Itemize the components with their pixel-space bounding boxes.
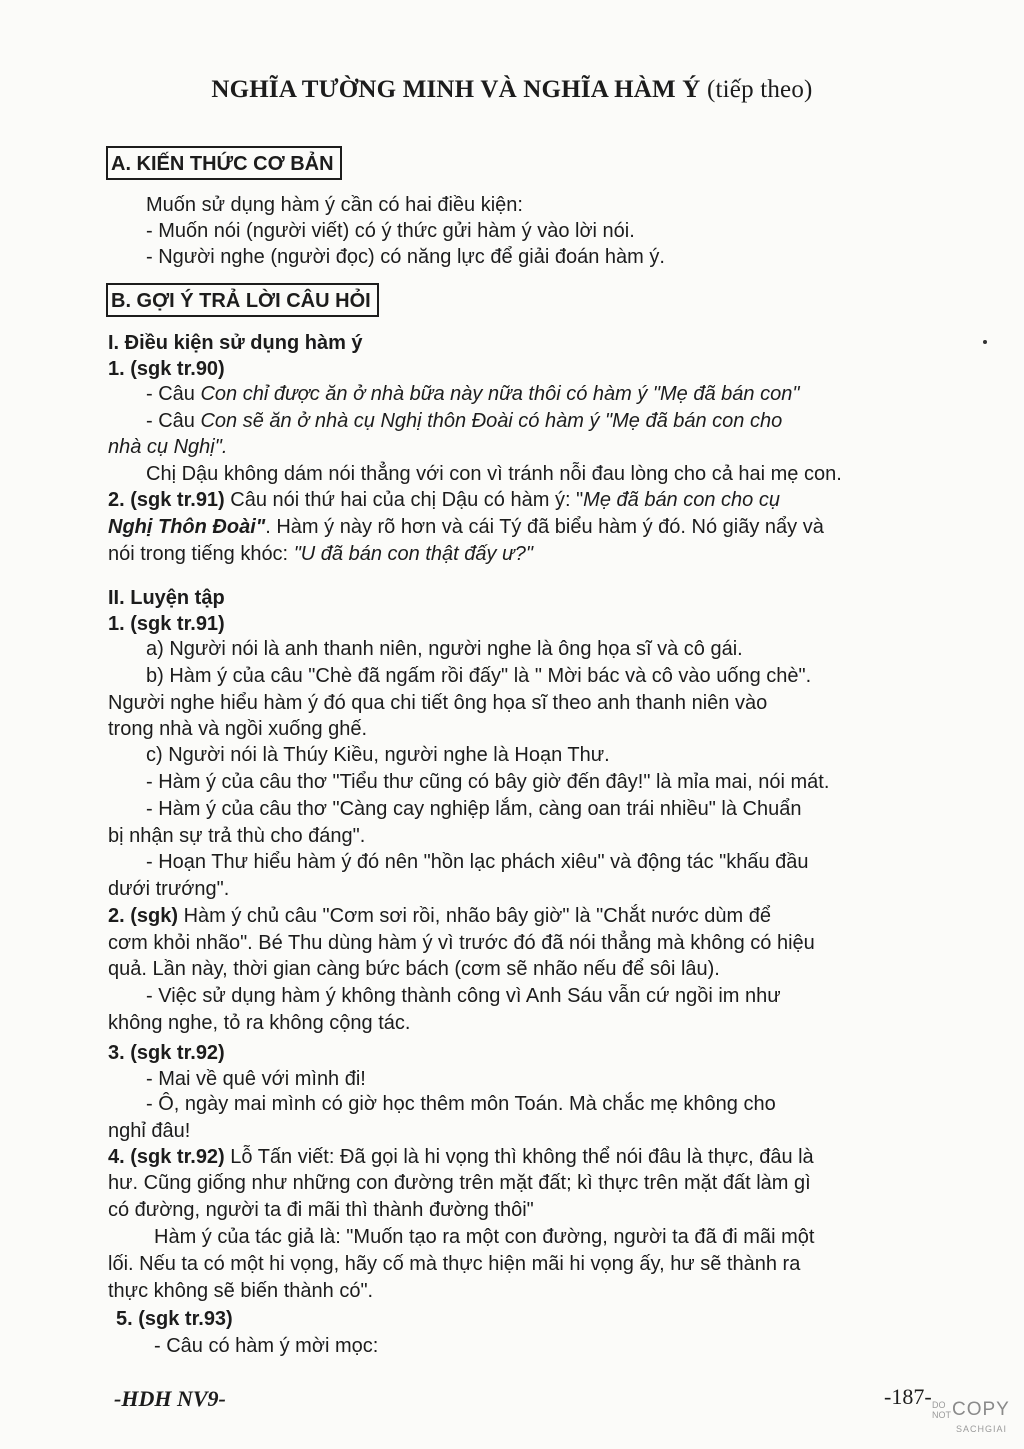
- part2-heading: II. Luyện tập: [108, 587, 225, 609]
- text-line: - Hàm ý của câu thơ "Tiểu thư cũng có bây giờ đến đây!" là mỉa mai, nói mát.: [146, 771, 830, 793]
- text-line: Người nghe hiểu hàm ý đó qua chi tiết ông họa sĩ theo anh thanh niên vào: [108, 692, 768, 714]
- text-line: - Câu có hàm ý mời mọc:: [154, 1335, 379, 1357]
- text-line: bị nhận sự trả thù cho đáng".: [108, 825, 366, 847]
- question-label: 3. (sgk tr.92): [108, 1042, 225, 1064]
- footer-book-code: -HDH NV9-: [114, 1386, 226, 1411]
- speck: [983, 340, 987, 344]
- section-a-line: Muốn sử dụng hàm ý cần có hai điều kiện:: [146, 194, 523, 216]
- text-line: cơm khỏi nhão". Bé Thu dùng hàm ý vì trước đó đã nói thẳng mà không có hiệu: [108, 932, 815, 954]
- title-sub: (tiếp theo): [706, 76, 813, 103]
- text-line: hư. Cũng giống như những con đường trên mặt đất; kì thực trên mặt đất làm gì: [108, 1172, 811, 1194]
- text-line: - Hoạn Thư hiểu hàm ý đó nên "hồn lạc phách xiêu" và động tác "khấu đầu: [146, 851, 809, 873]
- text-line: lối. Nếu ta có một hi vọng, hãy cố mà thực hiện mãi hi vọng ấy, hư sẽ thành ra: [108, 1253, 801, 1275]
- section-a-line: - Người nghe (người đọc) có năng lực để giải đoán hàm ý.: [146, 246, 665, 268]
- text-line: b) Hàm ý của câu "Chè đã ngấm rồi đấy" là " Mời bác và cô vào uống chè".: [146, 665, 812, 687]
- part1-heading: I. Điều kiện sử dụng hàm ý: [108, 332, 363, 354]
- text-line: nói trong tiếng khóc: "U đã bán con thật đấy ư?": [108, 543, 533, 565]
- watermark-logo: DO NOT COPY SACHGIAI: [932, 1399, 1010, 1434]
- section-a-heading: A. KIẾN THỨC CƠ BẢN: [106, 146, 342, 180]
- text-line: dưới trướng".: [108, 878, 230, 900]
- text-line: quả. Lần này, thời gian càng bức bách (cơm sẽ nhão nếu để sôi lâu).: [108, 958, 720, 980]
- text-line: - Hàm ý của câu thơ "Càng cay nghiệp lắm, càng oan trái nhiều" là Chuẩn: [146, 798, 802, 820]
- text-line: có đường, người ta đi mãi thì thành đường thôi": [108, 1199, 534, 1221]
- text-line: 2. (sgk tr.91) Câu nói thứ hai của chị Dậu có hàm ý: "Mẹ đã bán con cho cụ: [108, 489, 780, 511]
- section-a-line: - Muốn nói (người viết) có ý thức gửi hàm ý vào lời nói.: [146, 220, 635, 242]
- question-label: 1. (sgk tr.91): [108, 613, 225, 635]
- text-line: c) Người nói là Thúy Kiều, người nghe là Hoạn Thư.: [146, 744, 610, 766]
- page-number: -187-: [884, 1384, 932, 1409]
- text-line: - Việc sử dụng hàm ý không thành công vì Anh Sáu vẫn cứ ngồi im như: [146, 985, 781, 1007]
- text-line: - Mai về quê với mình đi!: [146, 1068, 366, 1090]
- text-line: Nghị Thôn Đoài". Hàm ý này rõ hơn và cái Tý đã biểu hàm ý đó. Nó giãy nẩy và: [108, 516, 824, 538]
- text-line: thực không sẽ biến thành có".: [108, 1280, 374, 1302]
- text-line: a) Người nói là anh thanh niên, người nghe là ông họa sĩ và cô gái.: [146, 638, 743, 660]
- text-line: Hàm ý của tác giả là: "Muốn tạo ra một con đường, người ta đã đi mãi một: [154, 1226, 815, 1248]
- text-line: nghỉ đâu!: [108, 1120, 191, 1142]
- text-line: - Ô, ngày mai mình có giờ học thêm môn Toán. Mà chắc mẹ không cho: [146, 1093, 776, 1115]
- text-line: - Câu Con chỉ được ăn ở nhà bữa này nữa thôi có hàm ý "Mẹ đã bán con": [146, 383, 800, 405]
- page-title: [0, 76, 1024, 104]
- text-line: 2. (sgk) Hàm ý chủ câu "Cơm sơi rồi, nhão bây giờ" là "Chắt nước dùm để: [108, 905, 771, 927]
- question-label: 5. (sgk tr.93): [116, 1308, 233, 1330]
- section-b-heading: B. GỢI Ý TRẢ LỜI CÂU HỎI: [106, 283, 379, 317]
- text-line: trong nhà và ngồi xuống ghế.: [108, 718, 368, 740]
- text-line: - Câu Con sẽ ăn ở nhà cụ Nghị thôn Đoài có hàm ý "Mẹ đã bán con cho: [146, 410, 783, 432]
- question-label: 1. (sgk tr.90): [108, 358, 225, 380]
- text-line: không nghe, tỏ ra không cộng tác.: [108, 1012, 411, 1034]
- text-line: nhà cụ Nghị".: [108, 436, 228, 458]
- text-line: Chị Dậu không dám nói thẳng với con vì tránh nỗi đau lòng cho cả hai mẹ con.: [146, 463, 842, 485]
- text-line: 4. (sgk tr.92) Lỗ Tấn viết: Đã gọi là hi vọng thì không thể nói đâu là thực, đâu là: [108, 1146, 814, 1168]
- title-main: NGHĨA TƯỜNG MINH VÀ NGHĨA HÀM Ý: [211, 76, 701, 103]
